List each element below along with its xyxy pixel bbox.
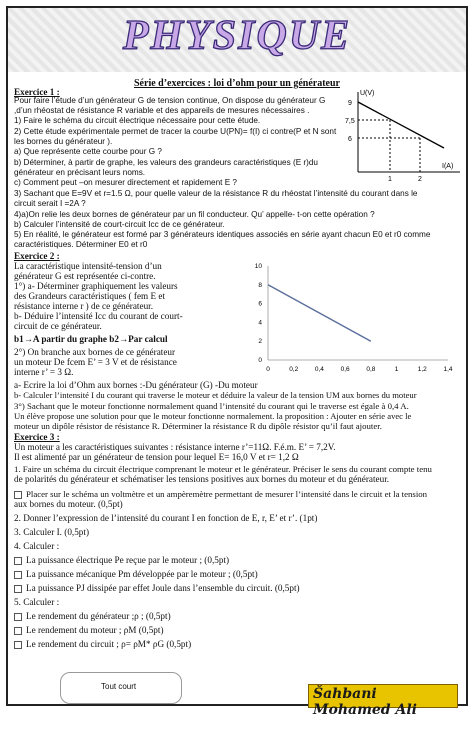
author-signature <box>308 684 458 718</box>
ex3-line <box>14 489 427 500</box>
ex1-line: les bornes du générateur ). <box>14 137 113 146</box>
y-tick-label: 4 <box>258 319 262 327</box>
ex3-line: 1. Faire un schéma du circuit électrique comprenant le moteur et le générateur. Préciser le sens du courant compte tenu <box>14 464 432 474</box>
x-tick-label: 0 <box>266 366 270 373</box>
ex1-line: b) Déterminer, à partir de graphe, les valeurs des grandeurs caractéristiques (E r)du <box>14 158 318 167</box>
x-tick-label: 0,2 <box>289 366 299 373</box>
x-tick-label: 1 <box>394 366 399 373</box>
ex3-line <box>14 625 164 636</box>
y-tick-label: 6 <box>258 300 262 308</box>
ex3-line-text: Placer sur le schéma un voltmètre et un ampèremètre permettant de mesurer l’intensité dans le circuit et la tension <box>26 489 428 499</box>
x-tick-label: 0,8 <box>366 366 376 373</box>
x-tick-label: 0,4 <box>314 366 324 373</box>
footer-note: Tout court <box>101 682 137 691</box>
ex3-line <box>14 555 229 566</box>
ex2-line: interne r’ = 3 Ω. <box>14 367 74 377</box>
y-tick-label: 0 <box>258 357 262 364</box>
ex2-line: moteur un dipôle résistor de résistance R. Déterminer la résistance R du dipôle résistor qu’il faut ajouter. <box>14 421 382 431</box>
x-tick-label: 1,2 <box>417 366 427 373</box>
ex1-line: 4)a)On relie les deux bornes de générateur par un fil conducteur. Qu’ appelle- t-on cette opération ? <box>14 210 375 219</box>
ex2-line: La caractéristique intensité-tension d’un <box>14 261 162 271</box>
checkbox-icon <box>14 571 22 579</box>
characteristic-line <box>358 102 444 148</box>
ex1-line: b) Calculer l’intensité de court-circuit Icc de ce générateur. <box>14 220 225 229</box>
ex1-characteristic-chart <box>344 86 464 186</box>
chart1-ytick: 9 <box>348 100 352 107</box>
ex3-line: Il est alimenté par un générateur de tension pour lequel E= 16,0 V et r= 1,2 Ω <box>14 452 299 462</box>
x-tick-label: 0,6 <box>340 366 350 373</box>
y-tick-label: 8 <box>258 281 262 289</box>
ex3-line: 2. Donner l’expression de l’intensité du courant I en fonction de E, r, E’ et r’. (1pt) <box>14 513 318 523</box>
ex3-heading: Exercice 3 : <box>14 432 60 442</box>
ex3-line-text: Le rendement du générateur ;ρ ; (0,5pt) <box>26 611 171 621</box>
ex2-line: 3°) Sachant que le moteur fonctionne normalement quand l’intensité du courant qui le traverse est égale à 0,4 A. <box>14 401 409 411</box>
checkbox-icon <box>14 627 22 635</box>
ex2-line: un moteur De fcem E’ = 3 V et de résistance <box>14 357 177 367</box>
ex1-line: Pour faire l’étude d’un générateur G de tension continue, On dispose du générateur G <box>14 96 326 105</box>
chart1-ylabel: U(V) <box>360 90 375 97</box>
ex3-line <box>14 569 258 580</box>
ex3-line-text: La puissance PJ dissipée par effet Joule dans l’ensemble du circuit. (0,5pt) <box>26 583 300 593</box>
page-subtitle: Série d’exercices : loi d’ohm pour un générateur <box>134 78 340 89</box>
ex1-line: 2) Cette étude expérimentale permet de tracer la courbe U(PN)= f(I) ci contre(P et N sont <box>14 127 337 136</box>
y-tick-label: 2 <box>258 338 262 346</box>
chart1-ytick: 6 <box>348 136 352 143</box>
chart1-xtick: 2 <box>418 176 422 183</box>
ex3-line: 3. Calculer I. (0,5pt) <box>14 527 90 537</box>
ex2-characteristic-chart <box>248 258 458 378</box>
ex3-line-text: Le rendement du circuit ; ρ= ρM* ρG (0,5pt) <box>26 639 192 649</box>
x-tick-label: 1,4 <box>443 366 453 373</box>
ex3-line <box>14 639 191 650</box>
ex2-line: 2°) On branche aux bornes de ce générateur <box>14 347 176 357</box>
ex2-line: circuit de ce générateur. <box>14 321 102 331</box>
footer-note-box <box>60 672 182 704</box>
chart1-xtick: 1 <box>388 176 392 183</box>
ex3-line <box>14 611 171 622</box>
checkbox-icon <box>14 585 22 593</box>
checkbox-icon <box>14 491 22 499</box>
characteristic-line <box>268 285 371 341</box>
ex3-line: Un moteur a les caractéristiques suivantes : résistance interne r’=11Ω. F.é.m. E’ = 7,2V. <box>14 442 336 452</box>
worksheet-page <box>6 6 468 718</box>
y-tick-label: 10 <box>254 263 262 270</box>
ex2-line: b- Calculer l’intensité I du courant qui traverse le moteur et déduire la valeur de la tension UM aux bornes du moteur <box>14 390 417 400</box>
ex2-line: résistance interne r ) de ce générateur. <box>14 301 154 311</box>
ex1-line: 3) Sachant que E=9V et r=1.5 Ω, pour quelle valeur de la résistance R du rhéostat l’intensité du courant dans le <box>14 189 418 198</box>
ex2-line: b- Déduire l’intensité Icc du courant de court- <box>14 311 183 321</box>
chart1-xlabel: I(A) <box>442 163 454 170</box>
ex1-line: générateur en précisant leurs noms. <box>14 168 146 177</box>
ex3-line: 4. Calculer : <box>14 541 60 551</box>
ex3-line: aux bornes du moteur. (0,5pt) <box>14 499 123 509</box>
ex2-line: a- Ecrire la loi d’Ohm aux bornes :-Du générateur (G) -Du moteur <box>14 380 258 390</box>
ex3-line-text: Le rendement du moteur ; ρM (0,5pt) <box>26 625 164 635</box>
ex2-line: Un élève propose une solution pour que le moteur fonctionne normalement. la proposition : Ajouter en série avec le <box>14 411 412 421</box>
ex1-line: ,d’un rhéostat de résistance R variable et des appareils de mesures nécessaires . <box>14 106 310 115</box>
ex1-line: circuit serait I =2A ? <box>14 199 86 208</box>
ex1-line: c) Comment peut –on mesurer directement et rapidement E ? <box>14 178 237 187</box>
ex3-line-text: La puissance électrique Pe reçue par le moteur ; (0,5pt) <box>26 555 230 565</box>
ex3-line: de polarités du générateur et schématiser les tensions positives aux bornes du moteur et du générateur. <box>14 474 390 484</box>
ex2-line: b1→A partir du graphe b2→Par calcul <box>14 334 168 344</box>
checkbox-icon <box>14 613 22 621</box>
ex1-line: 5) En réalité, le générateur est formé par 3 générateurs identiques associés en série ayant chacun E0 et r0 comme <box>14 230 431 239</box>
ex3-line-text: La puissance mécanique Pm développée par le moteur ; (0,5pt) <box>26 569 258 579</box>
ex2-line: des Grandeurs caractéristiques ( fem E et <box>14 291 166 301</box>
ex1-line: caractéristiques. Déterminer E0 et r0 <box>14 240 148 249</box>
author-name: Šahbani Mohamed Ali <box>313 686 417 718</box>
ex1-line: a) Que représente cette courbe pour G ? <box>14 147 162 156</box>
ex2-line: générateur G est représentée ci-contre. <box>14 271 156 281</box>
page-title: PHYSIQUE <box>122 13 352 59</box>
ex3-line <box>14 583 300 594</box>
ex1-heading: Exercice 1 : <box>14 87 60 97</box>
checkbox-icon <box>14 557 22 565</box>
chart1-ytick: 7,5 <box>345 118 355 125</box>
ex2-line: 1°) a- Déterminer graphiquement les valeurs <box>14 281 178 291</box>
ex3-line: 5. Calculer : <box>14 597 60 607</box>
ex1-line: 1) Faire le schéma du circuit électrique nécessaire pour cette étude. <box>14 116 261 125</box>
checkbox-icon <box>14 641 22 649</box>
ex2-heading: Exercice 2 : <box>14 251 60 261</box>
